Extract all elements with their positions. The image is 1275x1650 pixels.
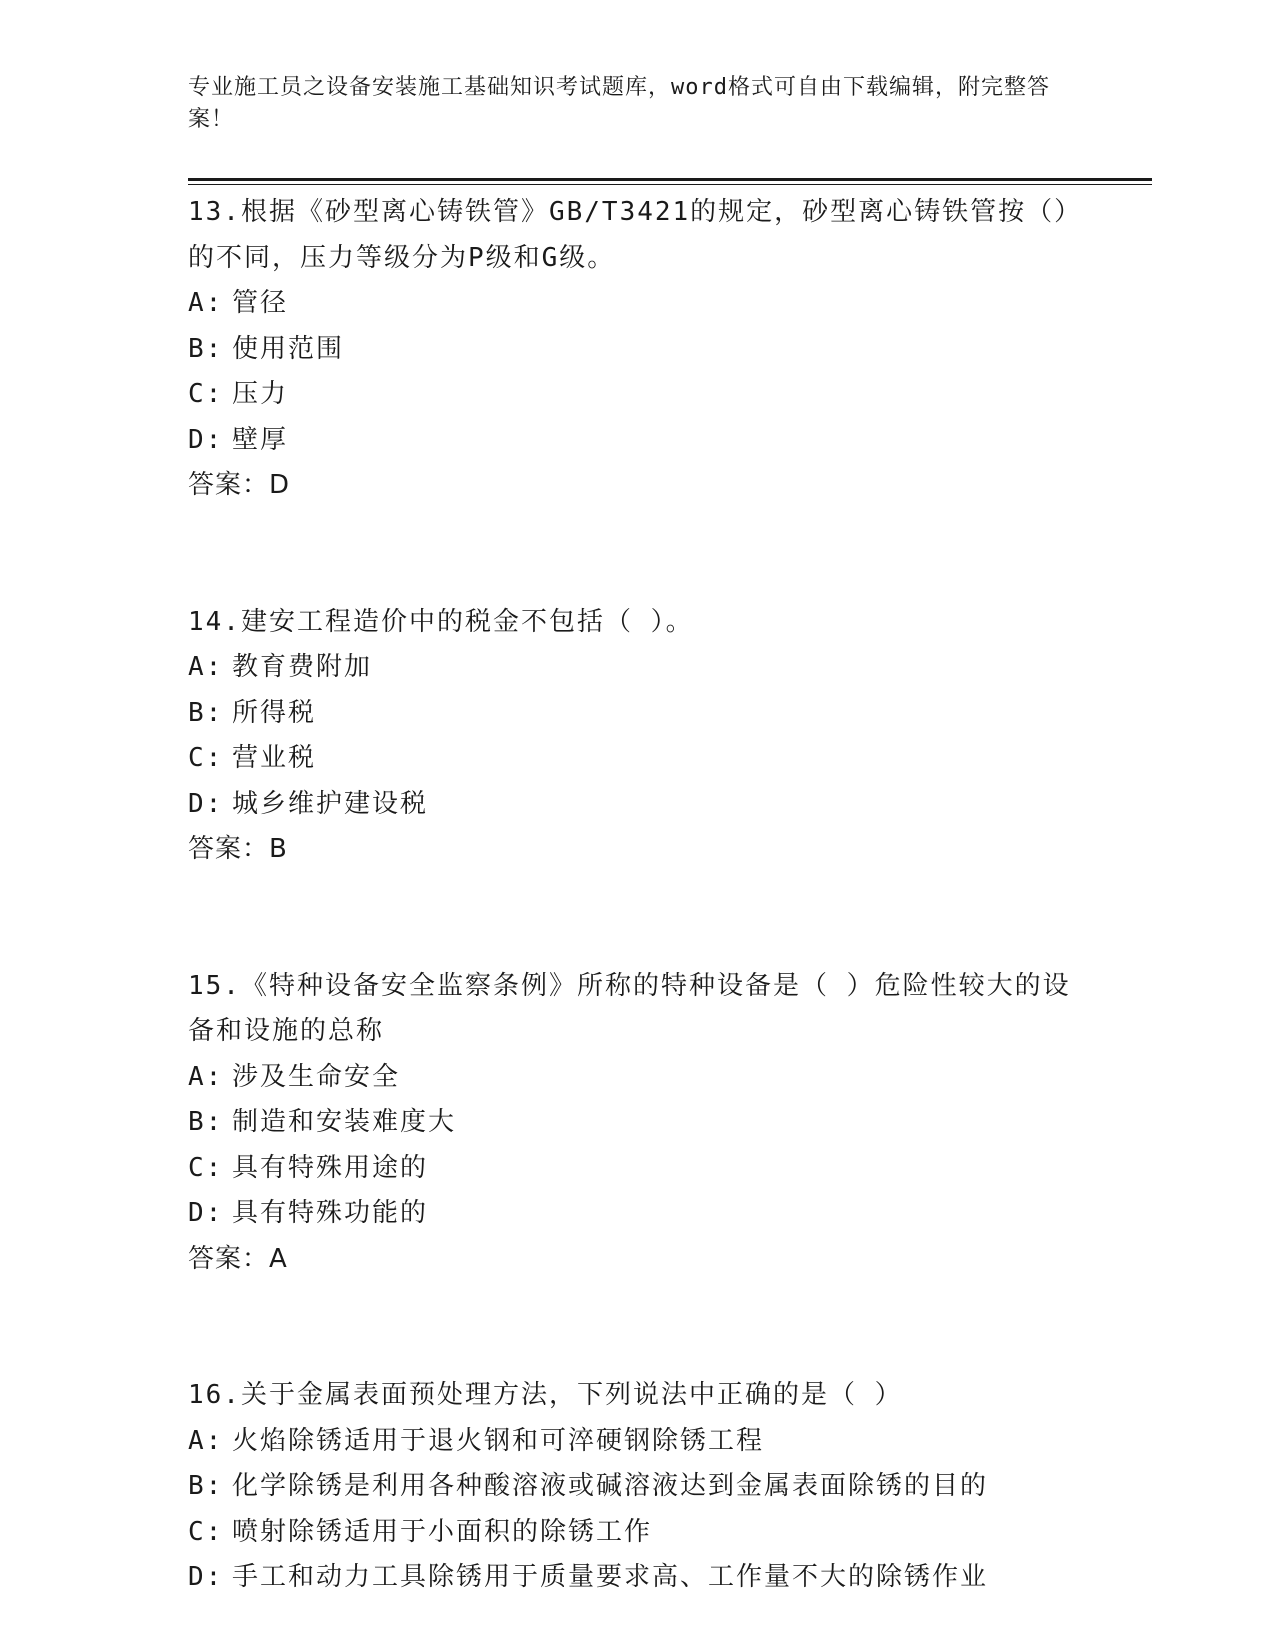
option-text: 所得税 <box>232 697 317 728</box>
option-d <box>188 1555 1088 1601</box>
option-c <box>188 1146 1088 1192</box>
option-key: A: <box>188 288 224 318</box>
question-13 <box>188 190 1088 509</box>
spacer <box>188 1282 1088 1373</box>
option-key: B: <box>188 697 224 728</box>
option-key: C: <box>188 743 224 773</box>
option-a <box>188 645 1088 691</box>
option-d <box>188 418 1088 464</box>
option-key: D: <box>188 1562 224 1592</box>
header-divider-thin <box>188 184 1152 185</box>
option-key: B: <box>188 1471 224 1501</box>
spacer <box>188 873 1088 964</box>
question-list <box>188 190 1088 1601</box>
answer-line: 答案：D <box>188 470 291 500</box>
option-text: 教育费附加 <box>232 652 373 682</box>
option-text: 具有特殊功能的 <box>232 1198 429 1228</box>
question-stem: 15.《特种设备安全监察条例》所称的特种设备是（ ）危险性较大的设备和设施的总称 <box>188 970 1071 1046</box>
option-key: B: <box>188 1107 224 1137</box>
question-stem: 13.根据《砂型离心铸铁管》GB/T3421的规定，砂型离心铸铁管按（）的不同，压力等级分为P级和G级。 <box>188 197 1083 273</box>
option-key: D: <box>188 788 224 819</box>
option-text: 管径 <box>232 288 289 318</box>
answer-line: 答案：A <box>188 1243 288 1274</box>
option-key: D: <box>188 1198 224 1228</box>
option-d <box>188 782 1088 828</box>
question-14 <box>188 600 1088 873</box>
option-key: A: <box>188 1425 224 1456</box>
option-text: 营业税 <box>232 743 317 773</box>
option-a <box>188 281 1088 327</box>
option-b <box>188 1464 1088 1510</box>
question-stem: 14.建安工程造价中的税金不包括（ ）。 <box>188 606 694 637</box>
option-key: C: <box>188 1152 224 1183</box>
answer-line: 答案：B <box>188 834 288 864</box>
option-c <box>188 372 1088 418</box>
option-text: 城乡维护建设税 <box>232 788 429 819</box>
option-b <box>188 327 1088 373</box>
option-key: C: <box>188 379 224 409</box>
option-a <box>188 1419 1088 1465</box>
spacer <box>188 509 1088 600</box>
question-16 <box>188 1373 1088 1601</box>
option-b <box>188 1100 1088 1146</box>
option-key: D: <box>188 424 224 455</box>
option-key: A: <box>188 652 224 682</box>
question-stem: 16.关于金属表面预处理方法，下列说法中正确的是（ ） <box>188 1380 903 1410</box>
option-a <box>188 1055 1088 1101</box>
option-d <box>188 1191 1088 1237</box>
option-b <box>188 691 1088 737</box>
document-header: 专业施工员之设备安装施工基础知识考试题库，word格式可自由下载编辑，附完整答案！ <box>188 75 1050 132</box>
header-divider-thick <box>188 178 1152 181</box>
option-key: A: <box>188 1061 224 1092</box>
option-key: B: <box>188 333 224 364</box>
option-text: 壁厚 <box>232 424 289 455</box>
option-text: 压力 <box>232 379 289 409</box>
option-text: 制造和安装难度大 <box>232 1107 457 1137</box>
option-c <box>188 736 1088 782</box>
question-15 <box>188 964 1088 1283</box>
option-text: 喷射除锈适用于小面积的除锈工作 <box>232 1516 653 1547</box>
option-key: C: <box>188 1516 224 1547</box>
option-text: 手工和动力工具除锈用于质量要求高、工作量不大的除锈作业 <box>232 1562 989 1592</box>
option-text: 使用范围 <box>232 333 345 364</box>
option-text: 火焰除锈适用于退火钢和可淬硬钢除锈工程 <box>232 1425 765 1456</box>
option-text: 具有特殊用途的 <box>232 1152 429 1183</box>
option-text: 化学除锈是利用各种酸溶液或碱溶液达到金属表面除锈的目的 <box>232 1471 989 1501</box>
option-c <box>188 1510 1088 1556</box>
option-text: 涉及生命安全 <box>232 1061 401 1092</box>
